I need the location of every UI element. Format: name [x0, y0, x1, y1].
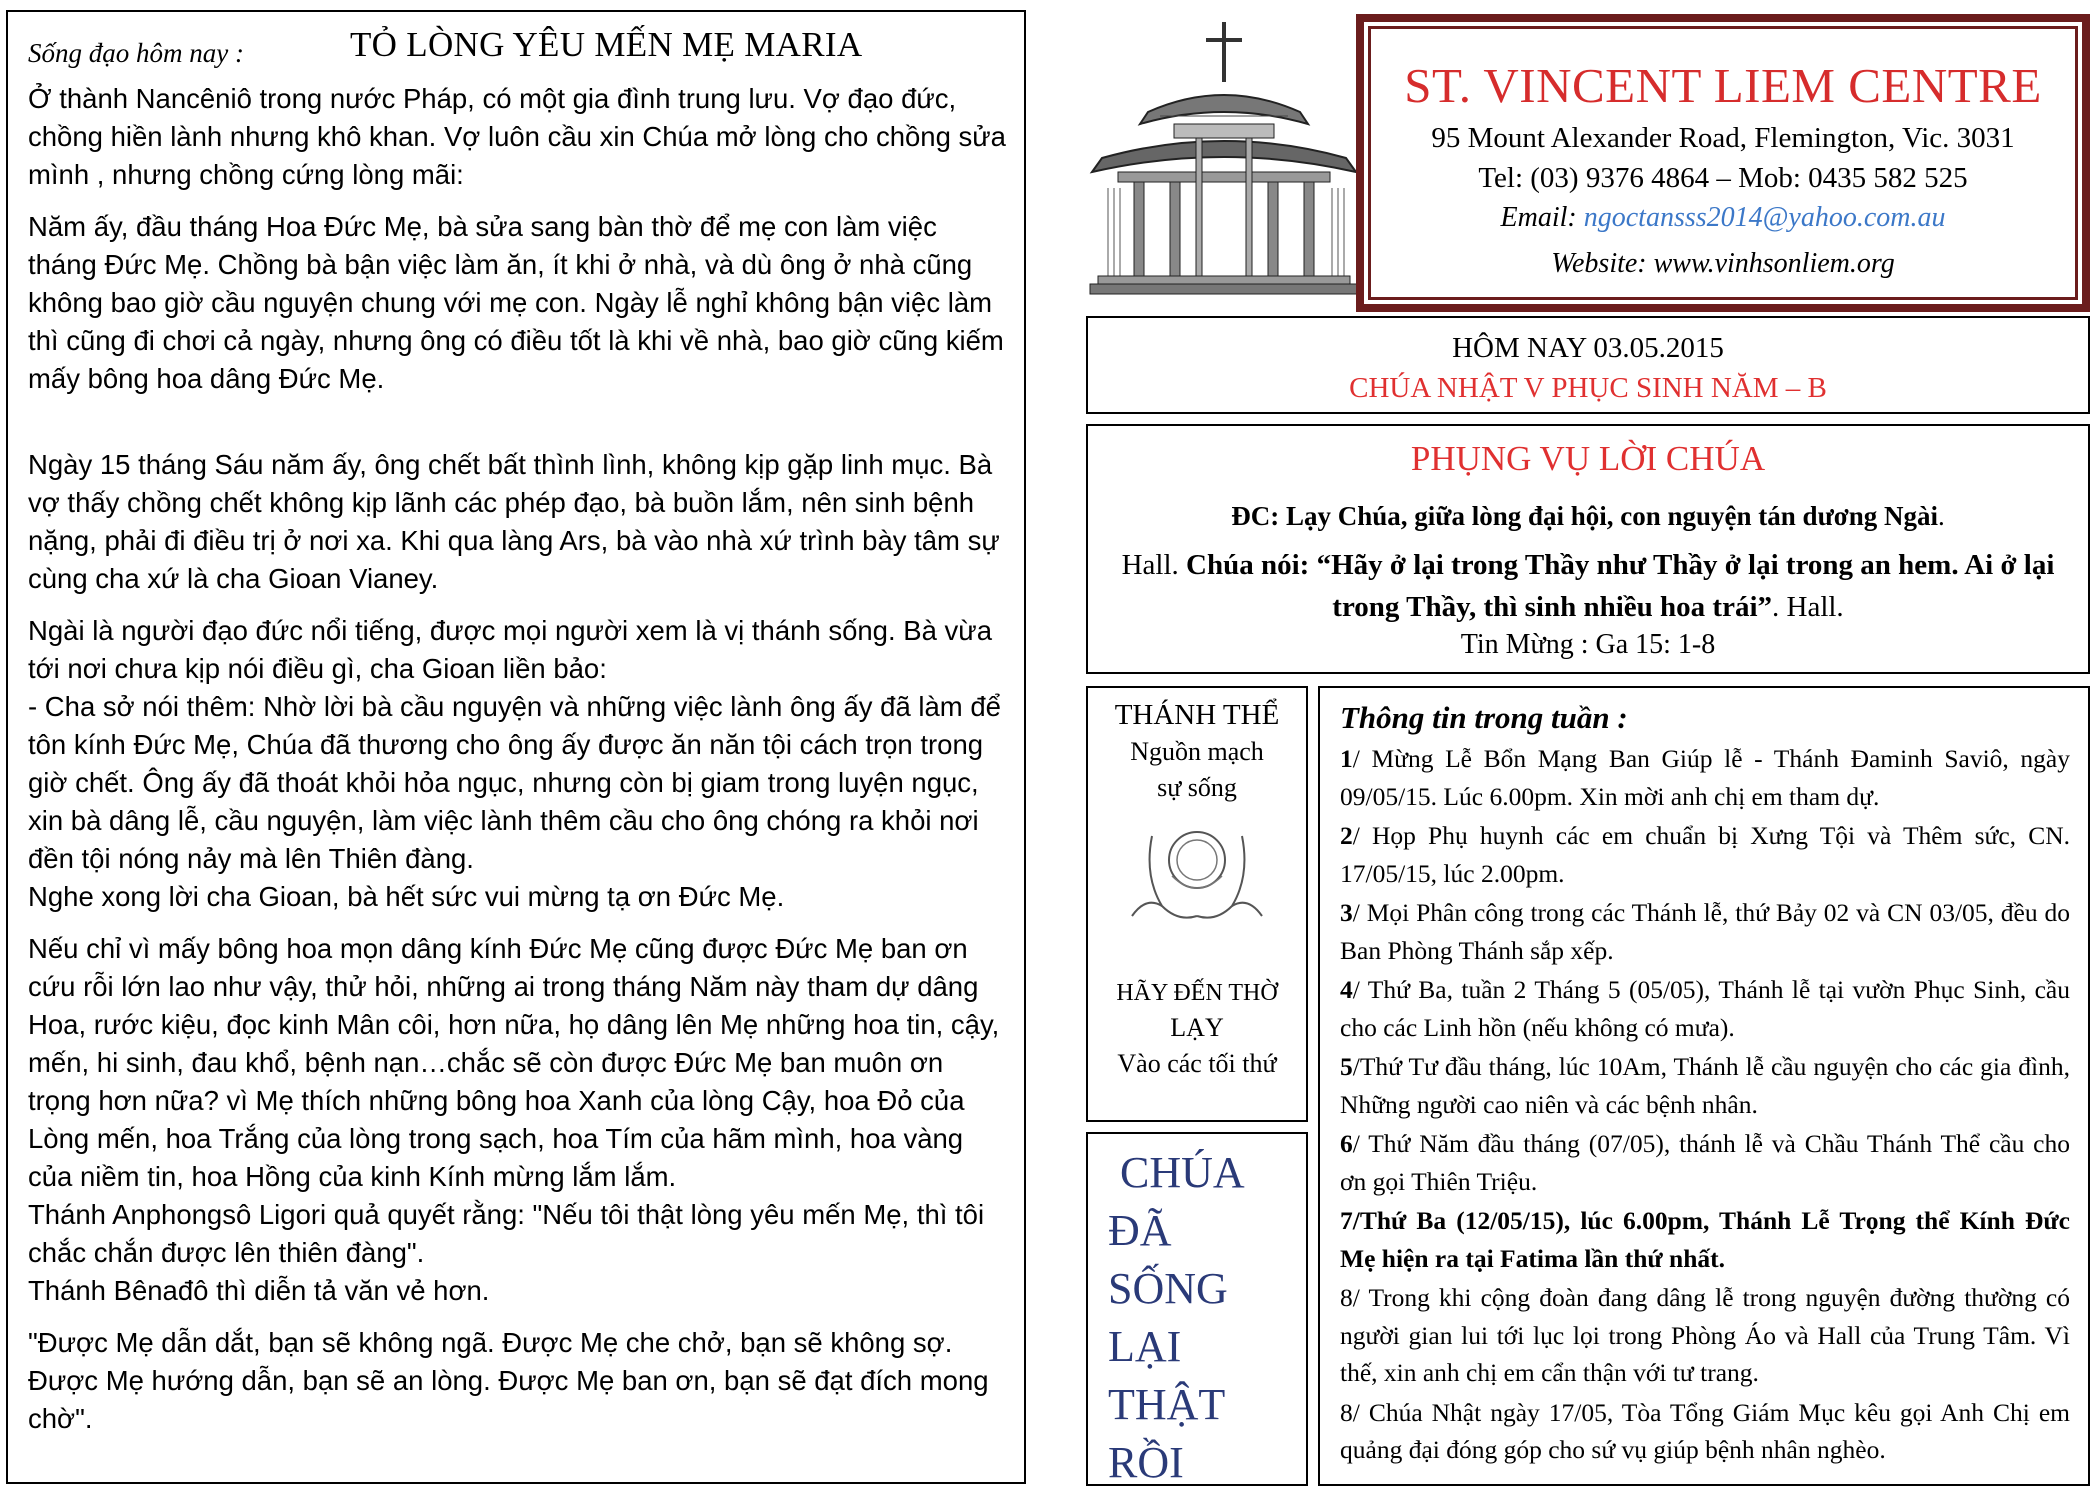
reflection-header	[28, 25, 1006, 80]
centre-header	[1356, 14, 2090, 312]
psalm-end: .	[1938, 501, 1945, 531]
news-text: / Trong khi cộng đoàn đang dâng lễ trong nguyện đường thường có người gian lui tới lục lọi trong Phòng Áo và Hall của Trung Tâm. Vì thế, xin anh chị em cẩn thận với tư trang.	[1340, 1283, 2070, 1387]
news-number: 7	[1340, 1206, 1353, 1235]
paragraph: Thánh Bênađô thì diễn tả văn vẻ hơn.	[28, 1275, 490, 1306]
news-number: 4	[1340, 975, 1353, 1004]
news-item	[1340, 1202, 2070, 1277]
risen-line: THẬT	[1108, 1380, 1226, 1429]
eucharist-subtitle-2: sự sống	[1157, 773, 1237, 802]
risen-box	[1086, 1132, 1308, 1486]
hall-prefix: Hall.	[1121, 549, 1187, 581]
reflection-column	[6, 10, 1026, 1484]
centre-header-inner	[1368, 26, 2078, 300]
date-box	[1086, 316, 2090, 414]
hands-host-icon	[1122, 816, 1272, 936]
psalm-text: ĐC: Lạy Chúa, giữa lòng đại hội, con nguyện tán dương Ngài	[1231, 501, 1938, 531]
news-number: 5	[1340, 1052, 1353, 1081]
news-text: /Thứ Tư đầu tháng, lúc 10Am, Thánh lễ cầu nguyện cho các gia đình, Những người cao niên và các bệnh nhân.	[1340, 1052, 2070, 1119]
news-number: 1	[1340, 744, 1353, 773]
centre-phone: Tel: (03) 9376 4864 – Mob: 0435 582 525	[1478, 162, 1968, 194]
centre-name: ST. VINCENT LIEM CENTRE	[1404, 58, 2042, 113]
church-illustration	[1088, 20, 1360, 298]
reflection-title: TỎ LÒNG YÊU MẾN MẸ MARIA	[350, 25, 863, 64]
today-date: HÔM NAY 03.05.2015	[1452, 332, 1724, 364]
hall-suffix: . Hall.	[1772, 591, 1844, 623]
news-item	[1340, 894, 2070, 969]
adoration-cta-3: Vào các tối thứ	[1117, 1049, 1277, 1078]
paragraph: Năm ấy, đầu tháng Hoa Đức Mẹ, bà sửa sang bàn thờ để mẹ con làm việc tháng Đức Mẹ. Chồng bà bận việc làm ăn, ít khi ở nhà, và dù ông ở nhà cũng không bao giờ cầu nguyện chung với mẹ con. Ngày lễ nghỉ không bận việc làm thì cũng đi chơi cả ngày, nhưng ông có điều tốt là khi về nhà, bao giờ cũng kiếm mấy bông hoa dâng Đức Mẹ.	[28, 211, 1004, 394]
news-text: / Thứ Năm đầu tháng (07/05), thánh lễ và Chầu Thánh Thể cầu cho ơn gọi Thiên Triệu.	[1340, 1129, 2070, 1196]
news-item	[1340, 817, 2070, 892]
paragraph: Ngài là người đạo đức nổi tiếng, được mọi người xem là vị thánh sống. Bà vừa tới nơi chưa kịp nói điều gì, cha Gioan liền bảo:	[28, 615, 992, 684]
email-label: Email:	[1500, 202, 1577, 233]
alleluia-verse	[1104, 544, 2072, 628]
feast-name: CHÚA NHẬT V PHỤC SINH NĂM – B	[1349, 372, 1827, 404]
news-item	[1340, 740, 2070, 815]
eucharist-subtitle-1: Nguồn mạch	[1130, 737, 1264, 766]
gospel-reference: Tin Mừng : Ga 15: 1-8	[1460, 629, 1716, 660]
section-label: Sống đạo hôm nay :	[28, 38, 244, 68]
paragraph: Thánh Anphongsô Ligori quả quyết rằng: "Nếu tôi thật lòng yêu mến Mẹ, thì tôi chắc chắn được lên thiên đàng".	[28, 1199, 985, 1268]
liturgy-box	[1086, 424, 2090, 674]
responsorial-psalm	[1104, 498, 2072, 534]
paragraph: "Được Mẹ dẫn dắt, bạn sẽ không ngã. Được Mẹ che chở, bạn sẽ không sợ. Được Mẹ hướng dẫn, bạn sẽ an lòng. Được Mẹ ban ơn, bạn sẽ đạt đích mong chờ".	[28, 1327, 989, 1434]
eucharist-box	[1086, 686, 1308, 1122]
news-number: 3	[1340, 898, 1353, 927]
centre-address: 95 Mount Alexander Road, Flemington, Vic. 3031	[1431, 122, 2015, 154]
news-item	[1340, 1048, 2070, 1123]
risen-line: ĐÃ	[1108, 1206, 1172, 1255]
paragraph: Nếu chỉ vì mấy bông hoa mọn dâng kính Đức Mẹ cũng được Đức Mẹ ban ơn cứu rỗi lớn lao như vậy, thử hỏi, những ai trong tháng Năm này tham dự dâng Hoa, rước kiệu, đọc kinh Mân côi, hơn nữa, họ dâng lên Mẹ những hoa tin, cậy, mến, hi sinh, đau khổ, bệnh nạn…chắc sẽ còn được Đức Mẹ ban muôn ơn trọng hơn nữa? vì Mẹ thích những bông hoa Xanh của lòng Cậy, hoa Đỏ của Lòng mến, hoa Trắng của lòng trong sạch, hoa Tím của hãm mình, hoa vàng của niềm tin, hoa Hồng của kinh Kính mừng lắm lắm.	[28, 933, 1000, 1192]
news-number: 6	[1340, 1129, 1353, 1158]
paragraph: Ở thành Nancêniô trong nước Pháp, có một gia đình trung lưu. Vợ đạo đức, chồng hiền lành nhưng khô khan. Vợ luôn cầu xin Chúa mở lòng cho chồng sửa mình , nhưng chồng cứng lòng mãi:	[28, 83, 1006, 190]
news-number: 8	[1340, 1397, 1353, 1427]
adoration-cta-2: LẠY	[1170, 1013, 1224, 1042]
news-text: / Chúa Nhật ngày 17/05, Tòa Tổng Giám Mục kêu gọi Anh Chị em quảng đại đóng góp cho sứ vụ giúp bệnh nhân nghèo.	[1340, 1397, 2070, 1464]
news-item	[1340, 1279, 2070, 1392]
news-item	[1340, 1125, 2070, 1200]
news-text: / Mọi Phân công trong các Thánh lễ, thứ Bảy 02 và CN 03/05, đều do Ban Phòng Thánh sắp xếp.	[1340, 898, 2070, 965]
weekly-news	[1318, 686, 2090, 1486]
paragraph: Ngày 15 tháng Sáu năm ấy, ông chết bất thình lình, không kịp gặp linh mục. Bà vợ thấy chồng chết không kịp lãnh các phép đạo, bà buồn lắm, nên sinh bệnh nặng, phải đi điều trị ở nơi xa. Khi qua làng Ars, bà vào nhà xứ trình bày tâm sự cùng cha xứ là cha Gioan Vianey.	[28, 449, 1000, 594]
liturgy-title: PHỤNG VỤ LỜI CHÚA	[1410, 439, 1766, 478]
news-item	[1340, 971, 2070, 1046]
news-number: 2	[1340, 821, 1353, 850]
hall-verse: Chúa nói: “Hãy ở lại trong Thầy như Thầy ở lại trong an hem. Ai ở lại trong Thầy, thì sinh nhiều hoa trái”	[1186, 549, 2055, 623]
news-title: Thông tin trong tuần :	[1340, 700, 1628, 735]
news-text: / Mừng Lễ Bổn Mạng Ban Giúp lễ - Thánh Đaminh Saviô, ngày 09/05/15. Lúc 6.00pm. Xin mời anh chị em tham dự.	[1340, 744, 2070, 811]
centre-email	[1371, 198, 2075, 238]
church-gate-icon	[1088, 20, 1360, 298]
risen-line: LẠI	[1108, 1322, 1182, 1371]
email-link[interactable]: ngoctansss2014@yahoo.com.au	[1583, 202, 1946, 233]
adoration-cta-1: HÃY ĐẾN THỜ	[1116, 980, 1278, 1006]
paragraph: Nghe xong lời cha Gioan, bà hết sức vui mừng tạ ơn Đức Mẹ.	[28, 881, 785, 912]
eucharist-title: THÁNH THỂ	[1114, 699, 1280, 731]
news-text: / Họp Phụ huynh các em chuẩn bị Xưng Tội và Thêm sức, CN. 17/05/15, lúc 2.00pm.	[1340, 821, 2070, 888]
centre-website: Website: www.vinhsonliem.org	[1551, 248, 1895, 279]
risen-line: SỐNG	[1108, 1264, 1228, 1313]
news-item	[1340, 1394, 2070, 1469]
news-text: /Thứ Ba (12/05/15), lúc 6.00pm, Thánh Lễ Trọng thể Kính Đức Mẹ hiện ra tại Fatima lần thứ nhất.	[1340, 1206, 2070, 1273]
paragraph: - Cha sở nói thêm: Nhờ lời bà cầu nguyện và những việc lành ông ấy đã làm để tôn kính Đức Mẹ, Chúa đã thương cho ông ấy được ăn năn tội cách trọn trong giờ chết. Ông ấy đã thoát khỏi hỏa ngục, nhưng còn bị giam trong luyện ngục, xin bà dâng lễ, cầu nguyện, làm việc lành thêm cầu cho ông chóng ra khỏi nơi đền tội nóng nảy mà lên Thiên đàng.	[28, 691, 1001, 874]
risen-line: CHÚA	[1120, 1148, 1245, 1197]
risen-line: RỒI	[1108, 1438, 1184, 1487]
news-text: / Thứ Ba, tuần 2 Tháng 5 (05/05), Thánh lễ tại vườn Phục Sinh, cầu cho các Linh hồn (nếu không có mưa).	[1340, 975, 2070, 1042]
news-number: 8	[1340, 1283, 1353, 1312]
